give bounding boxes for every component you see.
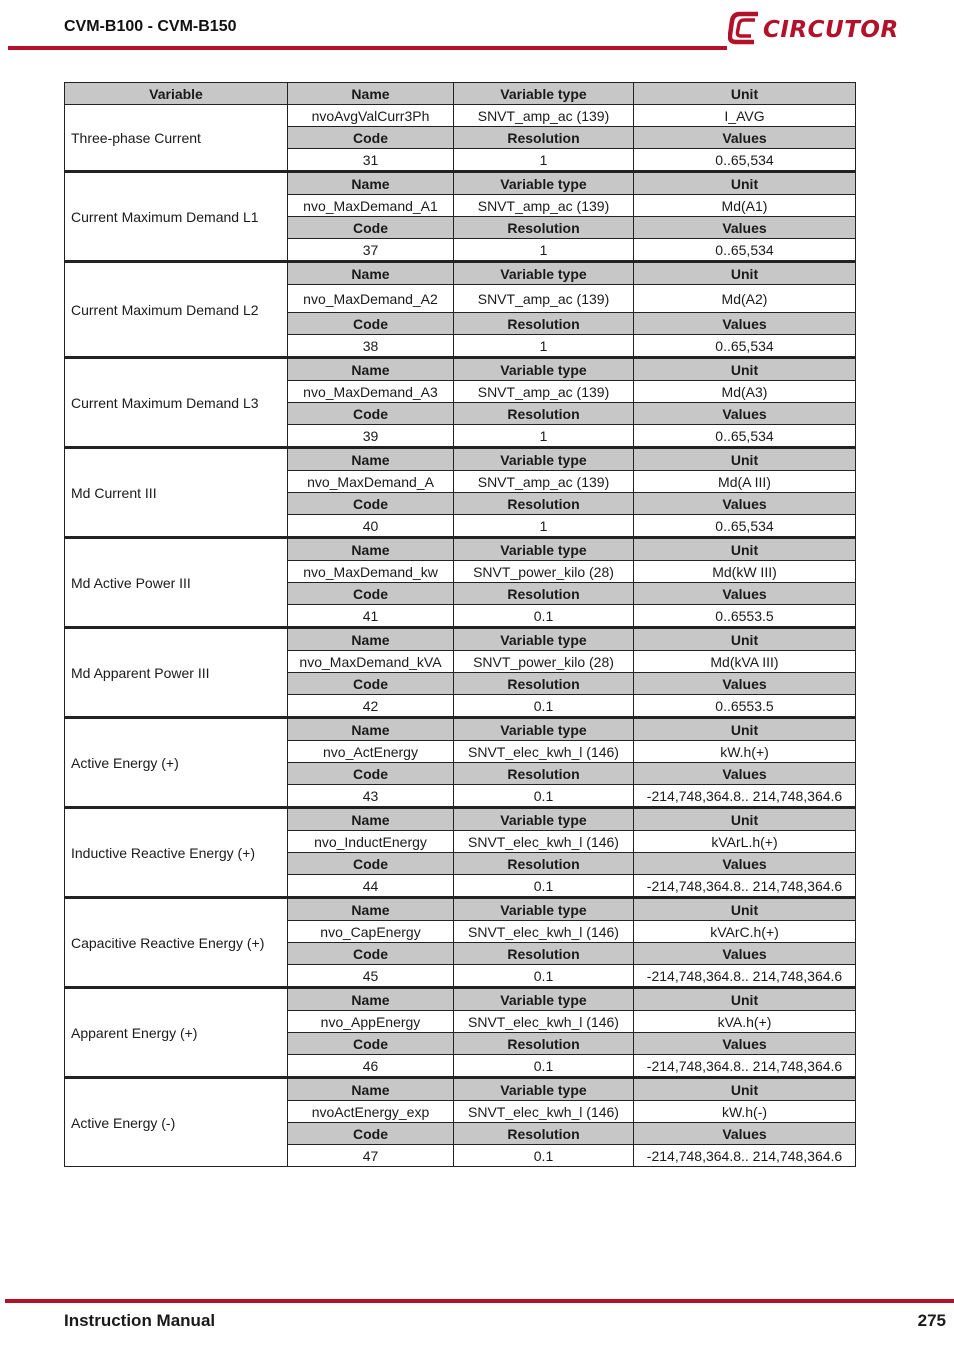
table-row bbox=[65, 448, 856, 471]
values-cell: -214,748,364.8.. 214,748,364.6 bbox=[634, 785, 856, 808]
variable-group bbox=[65, 988, 856, 1078]
resolution-cell: 0.1 bbox=[454, 785, 634, 808]
unit-cell: Md(A2) bbox=[634, 285, 856, 313]
sub-header-values: Values bbox=[634, 217, 856, 239]
name-cell: nvo_MaxDemand_A3 bbox=[288, 381, 454, 403]
name-cell: nvo_ActEnergy bbox=[288, 741, 454, 763]
name-cell: nvoActEnergy_exp bbox=[288, 1101, 454, 1123]
sub-header-name: Name bbox=[288, 358, 454, 381]
sub-header-code: Code bbox=[288, 403, 454, 425]
variable-type-cell: SNVT_amp_ac (139) bbox=[454, 471, 634, 493]
sub-header-values: Values bbox=[634, 583, 856, 605]
table-row bbox=[65, 172, 856, 195]
sub-header-name: Name bbox=[288, 718, 454, 741]
variable-group bbox=[65, 105, 856, 172]
circutor-logo bbox=[728, 8, 908, 48]
variable-name-cell: Active Energy (+) bbox=[65, 718, 288, 808]
col-header-name: Name bbox=[288, 83, 454, 105]
variable-name-cell: Current Maximum Demand L3 bbox=[65, 358, 288, 448]
code-cell: 41 bbox=[288, 605, 454, 628]
values-cell: 0..65,534 bbox=[634, 515, 856, 538]
sub-header-variable-type: Variable type bbox=[454, 988, 634, 1011]
code-cell: 37 bbox=[288, 239, 454, 262]
resolution-cell: 1 bbox=[454, 239, 634, 262]
sub-header-name: Name bbox=[288, 262, 454, 285]
page-number: 275 bbox=[917, 1311, 946, 1330]
variable-group bbox=[65, 628, 856, 718]
sub-header-resolution: Resolution bbox=[454, 1033, 634, 1055]
sub-header-unit: Unit bbox=[634, 988, 856, 1011]
variable-name-cell: Apparent Energy (+) bbox=[65, 988, 288, 1078]
doc-title: CVM-B100 - CVM-B150 bbox=[64, 18, 237, 35]
footer-rule bbox=[5, 1299, 954, 1303]
variable-type-cell: SNVT_amp_ac (139) bbox=[454, 195, 634, 217]
resolution-cell: 0.1 bbox=[454, 1055, 634, 1078]
variable-group bbox=[65, 538, 856, 628]
table-row bbox=[65, 718, 856, 741]
resolution-cell: 0.1 bbox=[454, 965, 634, 988]
variable-group bbox=[65, 898, 856, 988]
table-row bbox=[65, 898, 856, 921]
sub-header-code: Code bbox=[288, 313, 454, 335]
unit-cell: kW.h(+) bbox=[634, 741, 856, 763]
code-cell: 39 bbox=[288, 425, 454, 448]
variable-name-cell: Current Maximum Demand L1 bbox=[65, 172, 288, 262]
sub-header-variable-type: Variable type bbox=[454, 262, 634, 285]
sub-header-unit: Unit bbox=[634, 262, 856, 285]
variable-type-cell: SNVT_elec_kwh_l (146) bbox=[454, 1011, 634, 1033]
sub-header-code: Code bbox=[288, 493, 454, 515]
sub-header-resolution: Resolution bbox=[454, 943, 634, 965]
table-header-row bbox=[65, 83, 856, 105]
values-cell: -214,748,364.8.. 214,748,364.6 bbox=[634, 965, 856, 988]
sub-header-values: Values bbox=[634, 1123, 856, 1145]
variable-type-cell: SNVT_elec_kwh_l (146) bbox=[454, 741, 634, 763]
variable-group bbox=[65, 808, 856, 898]
sub-header-resolution: Resolution bbox=[454, 853, 634, 875]
sub-header-values: Values bbox=[634, 313, 856, 335]
values-cell: 0..6553.5 bbox=[634, 605, 856, 628]
unit-cell: Md(kVA III) bbox=[634, 651, 856, 673]
resolution-cell: 1 bbox=[454, 515, 634, 538]
name-cell: nvo_MaxDemand_A1 bbox=[288, 195, 454, 217]
sub-header-variable-type: Variable type bbox=[454, 538, 634, 561]
name-cell: nvoAvgValCurr3Ph bbox=[288, 105, 454, 127]
unit-cell: kVArL.h(+) bbox=[634, 831, 856, 853]
unit-cell: I_AVG bbox=[634, 105, 856, 127]
values-cell: 0..65,534 bbox=[634, 239, 856, 262]
sub-header-variable-type: Variable type bbox=[454, 628, 634, 651]
table-row bbox=[65, 988, 856, 1011]
sub-header-variable-type: Variable type bbox=[454, 358, 634, 381]
name-cell: nvo_MaxDemand_kVA bbox=[288, 651, 454, 673]
sub-header-resolution: Resolution bbox=[454, 127, 634, 149]
sub-header-code: Code bbox=[288, 217, 454, 239]
name-cell: nvo_MaxDemand_A2 bbox=[288, 285, 454, 313]
code-cell: 42 bbox=[288, 695, 454, 718]
values-cell: 0..65,534 bbox=[634, 335, 856, 358]
sub-header-variable-type: Variable type bbox=[454, 808, 634, 831]
sub-header-unit: Unit bbox=[634, 172, 856, 195]
sub-header-unit: Unit bbox=[634, 808, 856, 831]
sub-header-code: Code bbox=[288, 853, 454, 875]
sub-header-variable-type: Variable type bbox=[454, 448, 634, 471]
values-cell: 0..65,534 bbox=[634, 149, 856, 172]
sub-header-variable-type: Variable type bbox=[454, 172, 634, 195]
values-cell: 0..6553.5 bbox=[634, 695, 856, 718]
variable-type-cell: SNVT_elec_kwh_l (146) bbox=[454, 1101, 634, 1123]
unit-cell: Md(A III) bbox=[634, 471, 856, 493]
code-cell: 44 bbox=[288, 875, 454, 898]
sub-header-unit: Unit bbox=[634, 358, 856, 381]
sub-header-name: Name bbox=[288, 628, 454, 651]
sub-header-values: Values bbox=[634, 763, 856, 785]
variable-type-cell: SNVT_elec_kwh_l (146) bbox=[454, 831, 634, 853]
sub-header-resolution: Resolution bbox=[454, 313, 634, 335]
sub-header-resolution: Resolution bbox=[454, 673, 634, 695]
code-cell: 40 bbox=[288, 515, 454, 538]
values-cell: 0..65,534 bbox=[634, 425, 856, 448]
code-cell: 47 bbox=[288, 1145, 454, 1167]
table-row bbox=[65, 1078, 856, 1101]
sub-header-unit: Unit bbox=[634, 448, 856, 471]
table-row bbox=[65, 262, 856, 285]
sub-header-values: Values bbox=[634, 673, 856, 695]
variable-name-cell: Md Current III bbox=[65, 448, 288, 538]
variable-name-cell: Md Apparent Power III bbox=[65, 628, 288, 718]
col-header-variable-type: Variable type bbox=[454, 83, 634, 105]
variable-type-cell: SNVT_amp_ac (139) bbox=[454, 285, 634, 313]
sub-header-name: Name bbox=[288, 988, 454, 1011]
sub-header-code: Code bbox=[288, 763, 454, 785]
variable-name-cell: Md Active Power III bbox=[65, 538, 288, 628]
code-cell: 38 bbox=[288, 335, 454, 358]
variable-name-cell: Active Energy (-) bbox=[65, 1078, 288, 1167]
sub-header-name: Name bbox=[288, 808, 454, 831]
sub-header-resolution: Resolution bbox=[454, 763, 634, 785]
variable-group bbox=[65, 358, 856, 448]
sub-header-unit: Unit bbox=[634, 538, 856, 561]
resolution-cell: 0.1 bbox=[454, 605, 634, 628]
name-cell: nvo_CapEnergy bbox=[288, 921, 454, 943]
variable-type-cell: SNVT_amp_ac (139) bbox=[454, 105, 634, 127]
name-cell: nvo_AppEnergy bbox=[288, 1011, 454, 1033]
sub-header-resolution: Resolution bbox=[454, 583, 634, 605]
name-cell: nvo_MaxDemand_A bbox=[288, 471, 454, 493]
sub-header-values: Values bbox=[634, 1033, 856, 1055]
resolution-cell: 0.1 bbox=[454, 1145, 634, 1167]
sub-header-unit: Unit bbox=[634, 628, 856, 651]
sub-header-unit: Unit bbox=[634, 898, 856, 921]
sub-header-code: Code bbox=[288, 583, 454, 605]
sub-header-variable-type: Variable type bbox=[454, 1078, 634, 1101]
unit-cell: Md(kW III) bbox=[634, 561, 856, 583]
sub-header-variable-type: Variable type bbox=[454, 718, 634, 741]
code-cell: 45 bbox=[288, 965, 454, 988]
resolution-cell: 1 bbox=[454, 425, 634, 448]
code-cell: 31 bbox=[288, 149, 454, 172]
table-row bbox=[65, 358, 856, 381]
sub-header-name: Name bbox=[288, 898, 454, 921]
sub-header-code: Code bbox=[288, 673, 454, 695]
sub-header-values: Values bbox=[634, 403, 856, 425]
circutor-c-icon bbox=[730, 14, 758, 42]
resolution-cell: 1 bbox=[454, 335, 634, 358]
unit-cell: Md(A1) bbox=[634, 195, 856, 217]
sub-header-code: Code bbox=[288, 1123, 454, 1145]
sub-header-resolution: Resolution bbox=[454, 1123, 634, 1145]
sub-header-resolution: Resolution bbox=[454, 217, 634, 239]
values-cell: -214,748,364.8.. 214,748,364.6 bbox=[634, 875, 856, 898]
variable-name-cell: Current Maximum Demand L2 bbox=[65, 262, 288, 358]
variable-name-cell: Inductive Reactive Energy (+) bbox=[65, 808, 288, 898]
sub-header-resolution: Resolution bbox=[454, 493, 634, 515]
sub-header-code: Code bbox=[288, 943, 454, 965]
values-cell: -214,748,364.8.. 214,748,364.6 bbox=[634, 1145, 856, 1167]
name-cell: nvo_MaxDemand_kw bbox=[288, 561, 454, 583]
col-header-unit: Unit bbox=[634, 83, 856, 105]
unit-cell: kVArC.h(+) bbox=[634, 921, 856, 943]
sub-header-values: Values bbox=[634, 127, 856, 149]
variable-group bbox=[65, 262, 856, 358]
brand-wordmark: CIRCUTOR bbox=[763, 17, 899, 43]
sub-header-unit: Unit bbox=[634, 718, 856, 741]
variable-group bbox=[65, 448, 856, 538]
code-cell: 43 bbox=[288, 785, 454, 808]
unit-cell: Md(A3) bbox=[634, 381, 856, 403]
sub-header-name: Name bbox=[288, 448, 454, 471]
sub-header-name: Name bbox=[288, 1078, 454, 1101]
sub-header-code: Code bbox=[288, 1033, 454, 1055]
table-row bbox=[65, 538, 856, 561]
table-row bbox=[65, 808, 856, 831]
sub-header-name: Name bbox=[288, 172, 454, 195]
col-header-variable: Variable bbox=[65, 83, 288, 105]
footer-manual-label: Instruction Manual bbox=[64, 1311, 216, 1330]
variable-type-cell: SNVT_amp_ac (139) bbox=[454, 381, 634, 403]
variables-table-wrapper bbox=[64, 82, 855, 1167]
code-cell: 46 bbox=[288, 1055, 454, 1078]
sub-header-name: Name bbox=[288, 538, 454, 561]
resolution-cell: 1 bbox=[454, 149, 634, 172]
sub-header-values: Values bbox=[634, 853, 856, 875]
resolution-cell: 0.1 bbox=[454, 695, 634, 718]
variables-table bbox=[64, 82, 856, 1167]
sub-header-variable-type: Variable type bbox=[454, 898, 634, 921]
variable-group bbox=[65, 172, 856, 262]
resolution-cell: 0.1 bbox=[454, 875, 634, 898]
sub-header-resolution: Resolution bbox=[454, 403, 634, 425]
variable-name-cell: Three-phase Current bbox=[65, 105, 288, 172]
sub-header-code: Code bbox=[288, 127, 454, 149]
sub-header-unit: Unit bbox=[634, 1078, 856, 1101]
variable-type-cell: SNVT_power_kilo (28) bbox=[454, 651, 634, 673]
sub-header-values: Values bbox=[634, 493, 856, 515]
variable-name-cell: Capacitive Reactive Energy (+) bbox=[65, 898, 288, 988]
values-cell: -214,748,364.8.. 214,748,364.6 bbox=[634, 1055, 856, 1078]
table-row bbox=[65, 628, 856, 651]
variable-type-cell: SNVT_elec_kwh_l (146) bbox=[454, 921, 634, 943]
unit-cell: kVA.h(+) bbox=[634, 1011, 856, 1033]
variable-type-cell: SNVT_power_kilo (28) bbox=[454, 561, 634, 583]
header-rule bbox=[8, 46, 727, 50]
variable-group bbox=[65, 718, 856, 808]
name-cell: nvo_InductEnergy bbox=[288, 831, 454, 853]
sub-header-values: Values bbox=[634, 943, 856, 965]
variable-group bbox=[65, 1078, 856, 1167]
table-row bbox=[65, 105, 856, 127]
unit-cell: kW.h(-) bbox=[634, 1101, 856, 1123]
